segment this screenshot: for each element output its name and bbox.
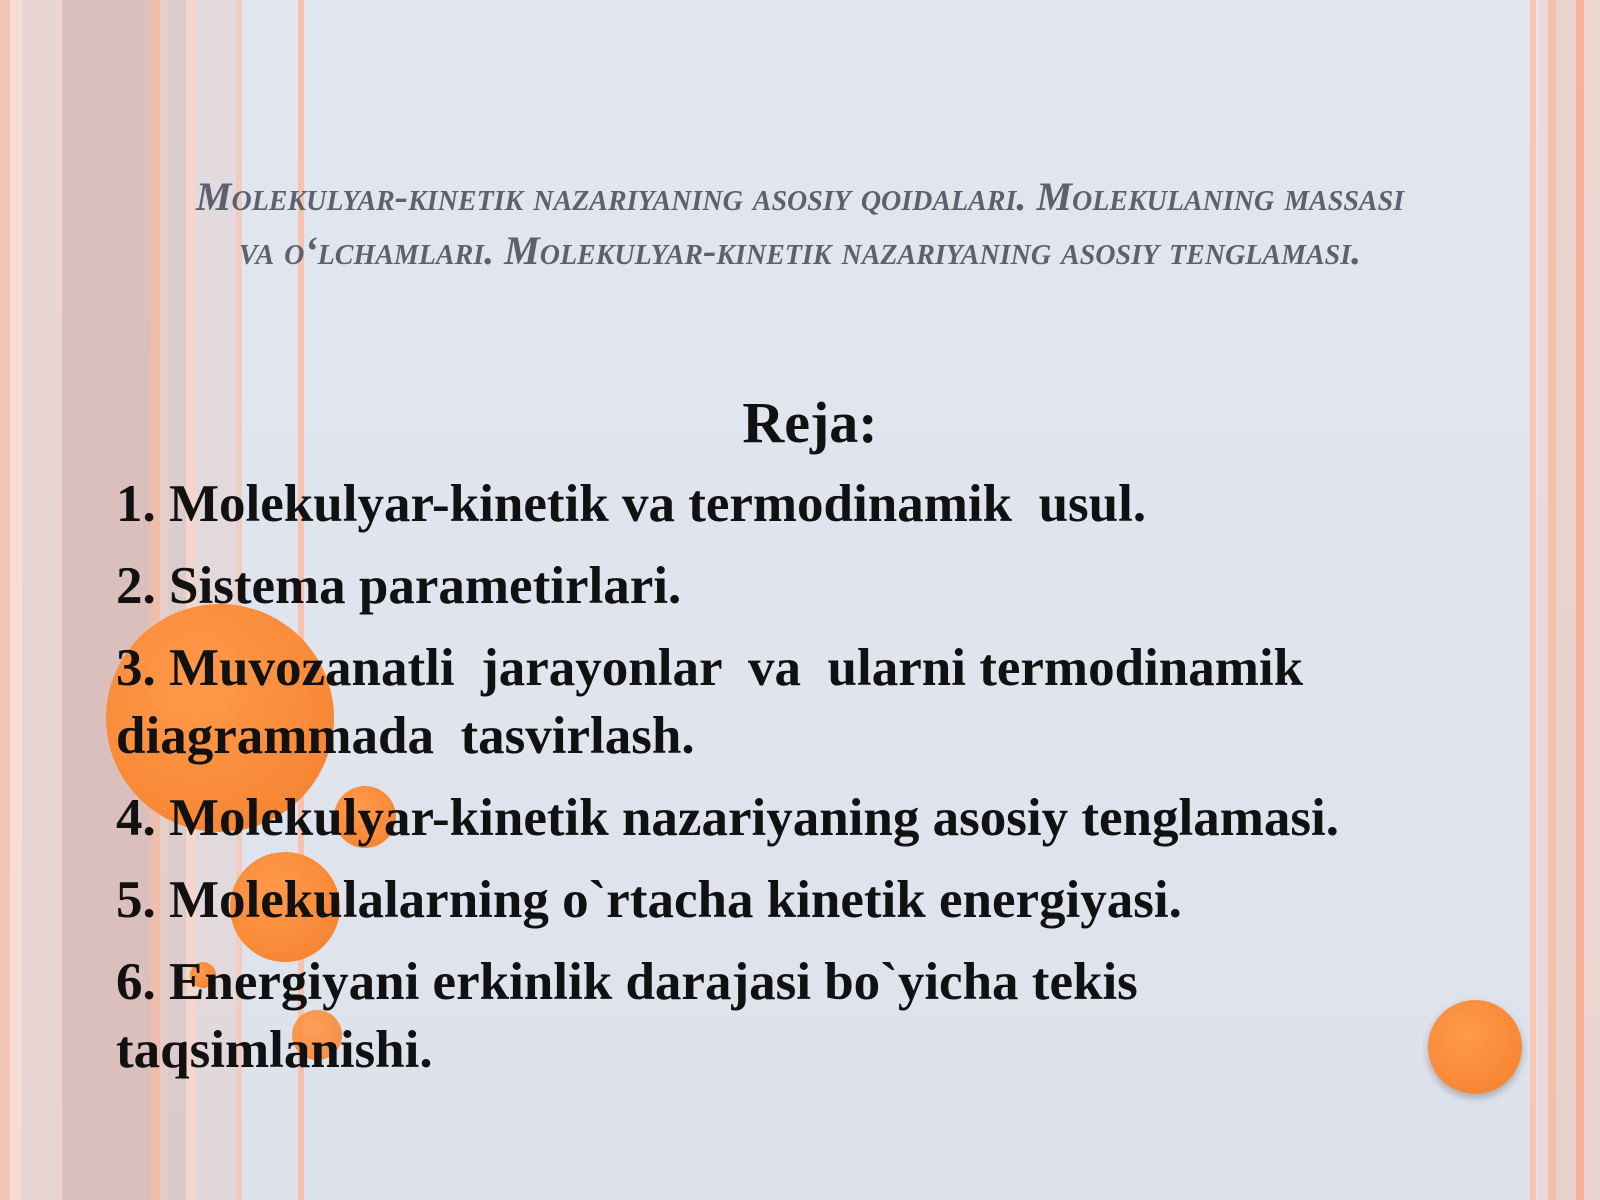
- plan-item-3: 3. Muvozanatli jarayonlar va ularni termodinamik diagrammada tasvirlash.: [116, 639, 1317, 765]
- plan-heading: Reja:: [742, 390, 878, 455]
- decorative-stripe: [1538, 0, 1548, 1200]
- plan-item-6: 6. Energiyani erkinlik darajasi bo`yicha tekis taqsimlanishi.: [116, 953, 1152, 1079]
- decorative-stripe: [22, 0, 62, 1200]
- plan-item-4: 4. Molekulyar-kinetik nazariyaning asosiy tenglamasi.: [116, 789, 1339, 847]
- decorative-stripe: [1530, 0, 1536, 1200]
- plan-list: [116, 470, 1466, 1098]
- decorative-stripe: [1576, 0, 1584, 1200]
- decorative-stripe: [1548, 0, 1556, 1200]
- plan-item-1: 1. Molekulyar-kinetik va termodinamik usul.: [116, 475, 1147, 533]
- plan-item-5: 5. Molekulalarning o`rtacha kinetik energiyasi.: [116, 871, 1182, 929]
- decorative-stripe: [0, 0, 10, 1200]
- decorative-stripe: [1584, 0, 1600, 1200]
- slide-title: Molekulyar-kinetik nazariyaning asosiy qoidalari. Molekulaning massasi va o‘lchamlari. Molekulyar-kinetik nazariyaning asosiy tenglamasi.: [195, 174, 1405, 273]
- decorative-stripe: [10, 0, 22, 1200]
- plan-item-2: 2. Sistema parametirlari.: [116, 557, 682, 615]
- decorative-stripe: [1556, 0, 1576, 1200]
